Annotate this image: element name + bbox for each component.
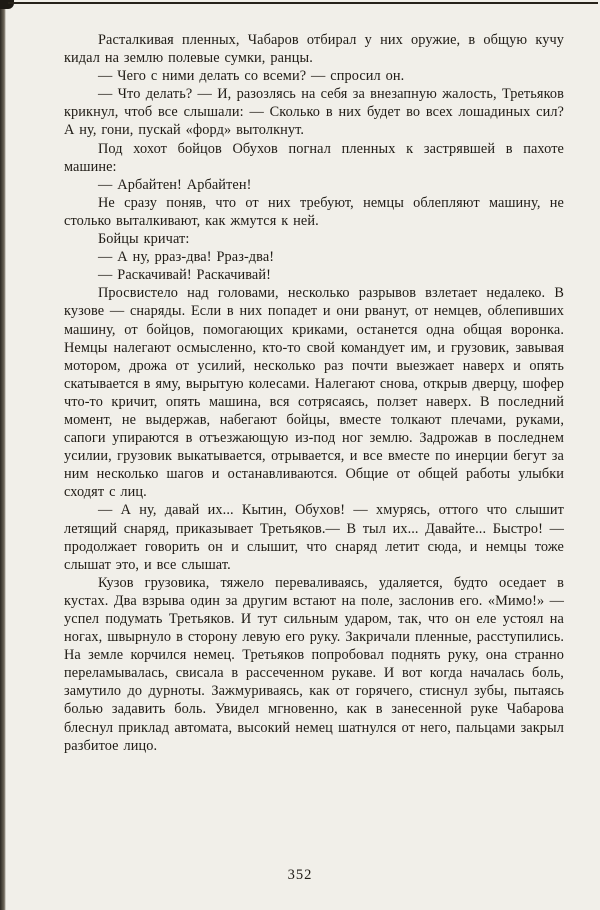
paragraph: — Чего с ними делать со всеми? — спросил он.	[98, 68, 405, 85]
paragraph: Бойцы кричат:	[98, 231, 190, 248]
text-block	[64, 31, 564, 755]
paragraph: — Арбайтен! Арбайтен!	[98, 176, 252, 193]
paragraph: — А ну, давай их... Кытин, Обухов! — хмурясь, оттого что слышит летящий снаряд, приказывает Третьяков.— В тыл их... Давайте... Быстро! — продолжает говорить он и слышит, что снаряд летит сюда, и немцы тоже слышат это, и все слышат.	[64, 502, 564, 573]
scan-edge-top-artifact	[8, 2, 598, 4]
page-number: 352	[287, 867, 313, 883]
paragraph: Кузов грузовика, тяжело переваливаясь, удаляется, будто оседает в кустах. Два взрыва один за другим встают на поле, заслонив его. «Мимо!» — успел подумать Третьяков. И тут сильным ударом, так, что он еле устоял на ногах, швырнуло в сторону левую его руку. Закричали пленные, расступились. На земле корчился немец. Третьяков попробовал поднять руку, она странно переламывалась, свисала в рассеченном рукаве. И вот когда началась боль, замутило до дурноты. Зажмуриваясь, как от горячего, стиснул зубы, пытаясь болью задавить боль. Увидел мгновенно, как в занесенной руке Чабарова блеснул приклад автомата, высокий немец шатнулся от него, пальцами закрыл разбитое лицо.	[64, 574, 564, 754]
paragraph: Расталкивая пленных, Чабаров отбирал у них оружие, в общую кучу кидал на землю полевые сумки, ранцы.	[64, 32, 564, 67]
paragraph: — А ну, рраз-два! Рраз-два!	[98, 249, 275, 266]
paragraph: Просвистело над головами, несколько разрывов взлетает недалеко. В кузове — снаряды. Если в них попадет и они рванут, от немцев, облепивших машину, от бойцов, помогающих криками, останется одна общая воронка. Немцы налегают осмысленно, кто-то свой командует им, и грузовик, завывая мотором, дрожа от усилий, несколько раз почти выезжает наверх и опять скатывается в яму, вырытую колесами. Налегают снова, открыв дверцу, шофер что-то кричит, опять машина, вся сотрясаясь, ползет наверх. В последний момент, не выдержав, набегают бойцы, вместе толкают плечами, руками, сапоги упираются в отъезжающую из-под ног землю. Задрожав в последнем усилии, грузовик выкатывается, отрывается, и все вместе по инерции бегут за ним несколько шагов и останавливаются. Общие от общей работы улыбки сходят с лиц.	[64, 285, 564, 501]
scan-edge-left-artifact	[0, 0, 6, 910]
paragraph: Не сразу поняв, что от них требуют, немцы облепляют машину, не столько выталкивают, как жмутся к ней.	[64, 194, 564, 229]
paragraph: — Раскачивай! Раскачивай!	[98, 267, 271, 284]
paragraph: — Что делать? — И, разозлясь на себя за внезапную жалость, Третьяков крикнул, чтоб все слышали: — Сколько в них будет во всех лошадиных сил? А ну, гони, пускай «форд» вытолкнут.	[64, 86, 564, 139]
paragraph: Под хохот бойцов Обухов погнал пленных к застрявшей в пахоте машине:	[64, 140, 564, 175]
